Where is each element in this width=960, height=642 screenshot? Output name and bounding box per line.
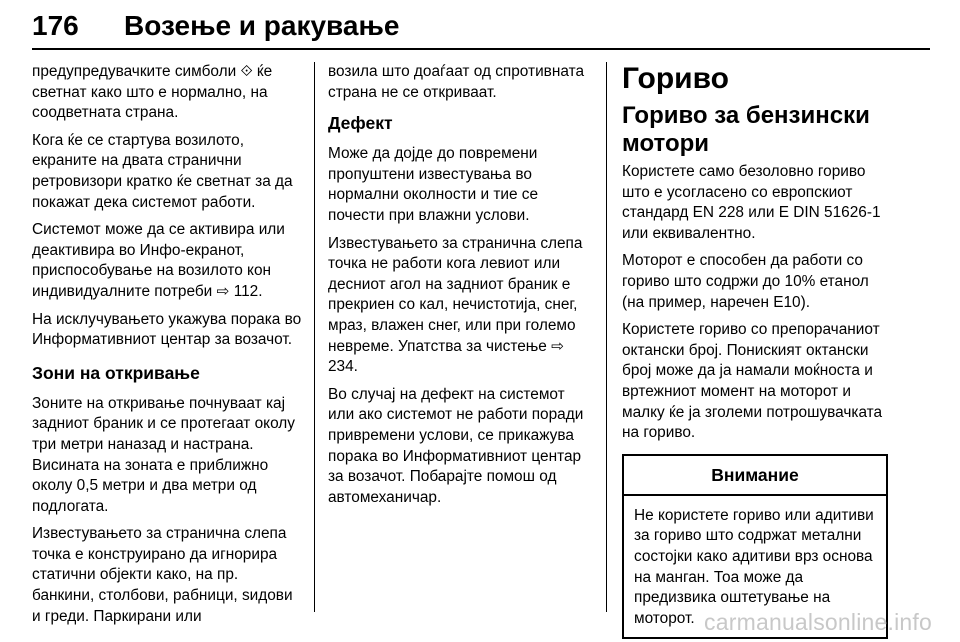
- section-heading: Зони на откривање: [32, 362, 200, 383]
- paragraph: Системот може да се активира или деактивира во Инфо-екранот, приспособување на возилото кон индивидуалните потреби ⇨ 112.: [32, 221, 285, 300]
- column-left: [32, 62, 304, 634]
- paragraph: Кога ќе се стартува возилото, екраните на двата странични ретровизори кратко ќе светнат за да покажат дека системот работи.: [32, 131, 293, 211]
- column-right: [622, 62, 888, 639]
- paragraph: Во случај на дефект на системот или ако системот не работи поради привремени услови, се прикажува порака во Информативниот центар за возачот. Побарајте помош од автомеханичар.: [328, 385, 584, 506]
- paragraph: На исклучувањето укажува порака во Информативниот центар за возачот.: [32, 310, 302, 349]
- paragraph: Моторот е способен да работи со гориво што содржи до 10% етанол (на пример, наречен E10).: [622, 252, 869, 311]
- subsection-title: Гориво за бензински мотори: [622, 102, 870, 157]
- paragraph: Користете само безоловно гориво што е усогласено со европскиот стандард EN 228 или E DIN 51626-1 или еквивалентно.: [622, 163, 881, 242]
- paragraph: Користете гориво со препорачаниот октански број. Пониският октански број може да ја намали моќноста и вртежниот момент на моторот и малку ќе ја зголеми потрошувачката на гориво.: [622, 321, 883, 442]
- page-header: [32, 10, 930, 46]
- watermark: carmanualsonline.info: [704, 609, 932, 635]
- column-divider: [314, 62, 315, 612]
- paragraph: Известувањето за странична слепа точка е конструирано да игнорира статични објекти како, на пр. банкини, столбови, рабници, ѕидови и греди. Паркирани или: [32, 525, 293, 625]
- warning-title: Внимание: [624, 456, 886, 496]
- paragraph: Зоните на откривање почнуваат кај задниот браник и се протегаат околу три метри наназад и настрана. Висината на зоната е приближно околу 0,5 метри и два метри од подлогата.: [32, 394, 295, 515]
- column-middle: [328, 62, 592, 515]
- paragraph: Известувањето за странична слепа точка не работи кога левиот или десниот агол на задниот браник е прекриен со кал, нечистотија, снег, мраз, влажен снег, или при големо невреме. Упатства за чистење ⇨ 234.: [328, 234, 583, 376]
- column-divider: [606, 62, 607, 612]
- section-title: Гориво: [622, 62, 729, 95]
- warning-text: Не користете гориво или адитиви за гориво што содржат метални состојки како адитиви врз основа на манган. Тоа може да предизвика оштетување на моторот.: [634, 506, 874, 627]
- paragraph: предупредувачките симболи ⟐ ќе светнат како што е нормално, на соодветната страна.: [32, 63, 273, 122]
- paragraph: Може да дојде до повремени пропуштени известувања во нормални околности и тие се почести при влажни услови.: [328, 145, 539, 224]
- section-heading: Дефект: [328, 113, 393, 134]
- page-number: 176: [32, 10, 79, 41]
- header-rule: [32, 48, 930, 50]
- chapter-title: Возење и ракување: [124, 10, 400, 41]
- paragraph: возила што доаѓаат од спротивната страна не се откриваат.: [328, 63, 585, 101]
